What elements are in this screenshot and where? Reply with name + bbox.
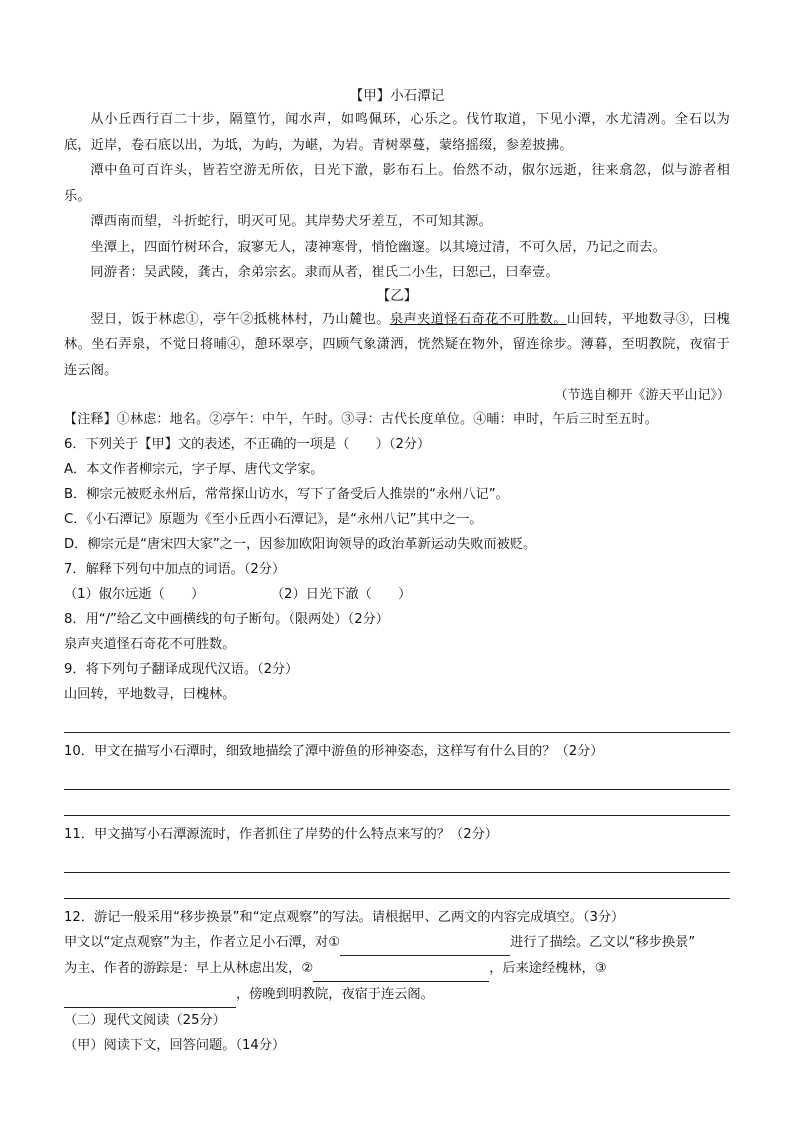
question-10: 10．甲文在描写小石潭时，细致地描绘了潭中游鱼的形神姿态，这样写有什么目的？（2分） (64, 744, 604, 759)
question-7-item-2: （2）日光下澈（ ） (271, 587, 412, 602)
question-7: 7．解释下列句中加点的词语。（2分） (64, 562, 286, 577)
jia-paragraph-2: 潭中鱼可百许头，皆若空游无所依，日光下澈，影布石上。佁然不动，俶尔远逝，往来翕忽，似与游者相乐。 (64, 163, 730, 204)
question-9-sentence: 山回转，平地数寻，曰槐林。 (64, 687, 236, 702)
jia-paragraph-1: 从小丘西行百二十步，隔篁竹，闻水声，如鸣佩环，心乐之。伐竹取道，下见小潭，水尤清冽。全石以为底，近岸，卷石底以出，为坻，为屿，为嵁，为岩。青树翠蔓，蒙络摇缀，参差披拂。 (64, 112, 730, 153)
question-6-option-c: C．《小石潭记》原题为《至小丘西小石潭记》，是“永州八记”其中之一。 (64, 512, 483, 527)
question-8-sentence: 泉声夹道怪石奇花不可胜数。 (64, 637, 236, 652)
jia-paragraph-3: 潭西南而望，斗折蛇行，明灭可见。其岸势犬牙差互，不可知其源。 (90, 214, 493, 229)
question-6-option-d: D．柳宗元是“唐宋四大家”之一，因参加欧阳询领导的政治革新运动失败而被贬。 (64, 537, 537, 552)
question-12-text: 为主、作者的游踪是：早上从林虑出发，② (64, 961, 314, 976)
question-6-option-b: B．柳宗元被贬永州后，常常探山访水，写下了备受后人推崇的“永州八记”。 (64, 487, 509, 502)
section-2-subheading: （甲）阅读下文，回答问题。（14分） (64, 1038, 286, 1053)
yi-paragraph (64, 307, 730, 384)
yi-underlined-sentence: 泉声夹道怪石奇花不可胜数。 (389, 311, 567, 327)
question-7-items (64, 582, 730, 607)
question-12-line-3 (64, 982, 730, 1008)
question-6: 6．下列关于【甲】文的表述，不正确的一项是（ ）（2分） (64, 437, 431, 452)
question-12-text: ，傍晚到明教院，夜宿于连云阁。 (236, 987, 434, 1002)
answer-line[interactable] (64, 873, 730, 899)
yi-text-part-2: 山回转，平地数寻③，曰槐林。坐石弄泉，不觉日将晡④，憩环翠亭，四顾气象潇洒，恍然疑在物外，留连徐步。薄暮，至明教院，夜宿于连云阁。 (64, 311, 730, 378)
fill-blank-3[interactable] (64, 982, 236, 1008)
yi-text-part-1: 翌日，饭于林虑①，亭午②抵桃林村，乃山麓也。 (90, 311, 390, 327)
jia-title: 【甲】小石潭记 (349, 88, 445, 104)
question-12-line-1 (64, 930, 730, 956)
yi-title: 【乙】 (376, 287, 418, 304)
question-8: 8．用“/”给乙文中画横线的句子断句。（限两处）（2分） (64, 612, 389, 627)
yi-source: （节选自柳开《游天平山记》） (554, 388, 730, 403)
answer-line[interactable] (64, 764, 730, 790)
question-12-text: ，后来途经槐林，③ (489, 961, 607, 976)
exam-page (64, 86, 730, 1058)
fill-blank-2[interactable] (313, 956, 489, 982)
question-7-item-1: （1）俶尔远逝（ ） (64, 587, 205, 602)
question-12: 12．游记一般采用“移步换景”和“定点观察”的写法。请根据甲、乙两文的内容完成填空。（3分） (64, 910, 625, 925)
answer-line[interactable] (64, 847, 730, 873)
section-2-heading: （二）现代文阅读（25分） (64, 1013, 226, 1028)
jia-paragraph-4: 坐潭上，四面竹树环合，寂寥无人，凄神寒骨，悄怆幽邃。以其境过清，不可久居，乃记之而去。 (90, 239, 667, 255)
question-11: 11．甲文描写小石潭源流时，作者抓住了岸势的什么特点来写的？（2分） (64, 827, 498, 842)
answer-line[interactable] (64, 790, 730, 816)
question-12-text: 进行了描绘。乙文以“移步换景” (510, 935, 696, 950)
question-12-line-2 (64, 956, 730, 982)
answer-line[interactable] (64, 707, 730, 733)
question-9: 9．将下列句子翻译成现代汉语。（2分） (64, 662, 299, 677)
question-12-text: 甲文以“定点观察”为主，作者立足小石潭，对① (64, 935, 341, 950)
question-6-option-a: A．本文作者柳宗元，字子厚、唐代文学家。 (64, 462, 324, 477)
jia-paragraph-5: 同游者：吴武陵，龚古，余弟宗玄。隶而从者，崔氏二小生，曰恕己，曰奉壹。 (90, 265, 559, 280)
fill-blank-1[interactable] (340, 930, 510, 956)
yi-annotation: 【注释】①林虑：地名。②亭午：中午，午时。③寻：古代长度单位。④晡：申时，午后三时至五时。 (64, 412, 659, 427)
